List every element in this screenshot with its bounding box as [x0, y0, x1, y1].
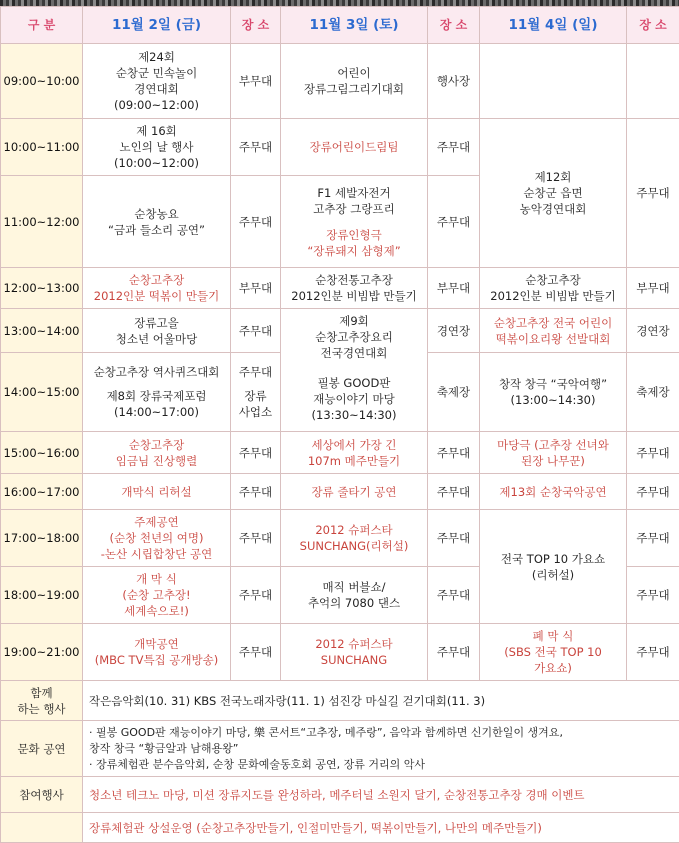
d3-r0900	[480, 44, 627, 119]
d2-place-1900: 주무대	[428, 624, 480, 681]
d3-r1400: 창작 창극 “국악여행” (13:00~14:30)	[480, 353, 627, 432]
d1-place-1000: 주무대	[231, 119, 281, 176]
d3-r1500: 마당극 (고추장 선녀와 된장 나무꾼)	[480, 432, 627, 474]
header-day2: 11월 3일 (토)	[281, 7, 428, 44]
d1-place-1700: 주무대	[231, 510, 281, 567]
d2-place-0900: 행사장	[428, 44, 480, 119]
d3-r1900: 폐 막 식 (SBS 전국 TOP 10 가요쇼)	[480, 624, 627, 681]
d2-place-1800: 주무대	[428, 567, 480, 624]
d1-place-1200: 부무대	[231, 268, 281, 309]
d1-place-1800: 주무대	[231, 567, 281, 624]
d3-place-1600: 주무대	[627, 474, 679, 510]
culture-label: 문화 공연	[1, 721, 83, 777]
d3-place-1700: 주무대	[627, 510, 679, 567]
d1-r1600: 개막식 리허설	[83, 474, 231, 510]
time-1500: 15:00~16:00	[1, 432, 83, 474]
d2-place-1300: 경연장	[428, 309, 480, 353]
participate-label: 참여행사	[1, 777, 83, 813]
experience-label	[1, 813, 83, 843]
d1-place-1900: 주무대	[231, 624, 281, 681]
d2-r1900: 2012 슈퍼스타 SUNCHANG	[281, 624, 428, 681]
time-1700: 17:00~18:00	[1, 510, 83, 567]
time-1200: 12:00~13:00	[1, 268, 83, 309]
d1-place-1300: 주무대	[231, 309, 281, 353]
d1-r1900: 개막공연 (MBC TV특집 공개방송)	[83, 624, 231, 681]
culture-events: · 필봉 GOOD판 재능이야기 마당, 樂 콘서트“고추장, 메주랑”, 음악과 함께하면 신기한일이 생겨요, 창작 창극 “황금알과 남해용왕” · 장류체험관 분수음악회, 순창 문화예술동호회 공연, 장류 거리의 악사	[83, 721, 679, 777]
d2-place-1000: 주무대	[428, 119, 480, 176]
time-1100: 11:00~12:00	[1, 176, 83, 268]
d3-place-1900: 주무대	[627, 624, 679, 681]
festival-schedule-table	[0, 6, 679, 843]
time-1300: 13:00~14:00	[1, 309, 83, 353]
participate-events: 청소년 테크노 마당, 미션 장류지도를 완성하라, 메주터널 소원지 달기, 순창전통고추장 경매 이벤트	[83, 777, 679, 813]
header-day1: 11월 2일 (금)	[83, 7, 231, 44]
d1-r1000: 제 16회 노인의 날 행사 (10:00~12:00)	[83, 119, 231, 176]
d3-place-0900	[627, 44, 679, 119]
d2-r1100: F1 세발자전거 고추장 그랑프리 장류인형극 “장류돼지 삼형제”	[281, 176, 428, 268]
header-place3: 장 소	[627, 7, 679, 44]
time-1600: 16:00~17:00	[1, 474, 83, 510]
time-1800: 18:00~19:00	[1, 567, 83, 624]
time-1900: 19:00~21:00	[1, 624, 83, 681]
d3-place-1500: 주무대	[627, 432, 679, 474]
d3-place-1800: 주무대	[627, 567, 679, 624]
header-place1: 장 소	[231, 7, 281, 44]
time-0900: 09:00~10:00	[1, 44, 83, 119]
d3-r1700: 전국 TOP 10 가요쇼 (리허설)	[480, 510, 627, 624]
d1-r1200: 순창고추장 2012인분 떡볶이 만들기	[83, 268, 231, 309]
d1-place-1500: 주무대	[231, 432, 281, 474]
d1-r0900: 제24회 순창군 민속놀이 경연대회 (09:00~12:00)	[83, 44, 231, 119]
d2-place-1700: 주무대	[428, 510, 480, 567]
d2-place-1600: 주무대	[428, 474, 480, 510]
d2-r0900: 어린이 장류그림그리기대회	[281, 44, 428, 119]
d1-place-1400: 주무대 장류 사업소	[231, 353, 281, 432]
d3-place-1200: 부무대	[627, 268, 679, 309]
d1-r1500: 순창고추장 임금님 진상행렬	[83, 432, 231, 474]
d1-place-1600: 주무대	[231, 474, 281, 510]
d3-place-1000: 주무대	[627, 119, 679, 268]
d1-r1300: 장류고을 청소년 어울마당	[83, 309, 231, 353]
d3-place-1300: 경연장	[627, 309, 679, 353]
d2-r1600: 장류 줄타기 공연	[281, 474, 428, 510]
d2-r1000: 장류어린이드림팀	[281, 119, 428, 176]
time-1400: 14:00~15:00	[1, 353, 83, 432]
d2-place-1100: 주무대	[428, 176, 480, 268]
d2-r1500: 세상에서 가장 긴 107m 메주만들기	[281, 432, 428, 474]
d1-r1800: 개 막 식 (순창 고추장! 세계속으로!)	[83, 567, 231, 624]
d3-r1000: 제12회 순창군 읍면 농악경연대회	[480, 119, 627, 268]
d2-r1200: 순창전통고추장 2012인분 비빔밥 만들기	[281, 268, 428, 309]
d1-r1700: 주제공연 (순창 천년의 여명) -논산 시립합창단 공연	[83, 510, 231, 567]
d1-r1400: 순창고추장 역사퀴즈대회 제8회 장류국제포럼 (14:00~17:00)	[83, 353, 231, 432]
d2-place-1500: 주무대	[428, 432, 480, 474]
d2-r1700: 2012 슈퍼스타 SUNCHANG(리허설)	[281, 510, 428, 567]
time-1000: 10:00~11:00	[1, 119, 83, 176]
experience-events: 장류체험관 상설운영 (순창고추장만들기, 인절미만들기, 떡볶이만들기, 나만의 메주만들기)	[83, 813, 679, 843]
d2-r1800: 매직 버블쇼/ 추억의 7080 댄스	[281, 567, 428, 624]
d3-r1300: 순창고추장 전국 어린이 떡볶이요리왕 선발대회	[480, 309, 627, 353]
header-day3: 11월 4일 (일)	[480, 7, 627, 44]
header-category: 구 분	[1, 7, 83, 44]
header-place2: 장 소	[428, 7, 480, 44]
d3-r1200: 순창고추장 2012인분 비빔밥 만들기	[480, 268, 627, 309]
together-events: 작은음악회(10. 31) KBS 전국노래자랑(11. 1) 섬진강 마실길 걷기대회(11. 3)	[83, 681, 679, 721]
d2-place-1400: 축제장	[428, 353, 480, 432]
together-label: 함께 하는 행사	[1, 681, 83, 721]
d1-r1100: 순창농요 “금과 들소리 공연”	[83, 176, 231, 268]
d3-r1600: 제13회 순창국악공연	[480, 474, 627, 510]
d3-place-1400: 축제장	[627, 353, 679, 432]
d2-r1300-1400: 제9회 순창고추장요리 전국경연대회 필봉 GOOD판 재능이야기 마당 (13:30~14:30)	[281, 309, 428, 432]
d2-place-1200: 부무대	[428, 268, 480, 309]
d1-place-1100: 주무대	[231, 176, 281, 268]
d1-place-0900: 부무대	[231, 44, 281, 119]
